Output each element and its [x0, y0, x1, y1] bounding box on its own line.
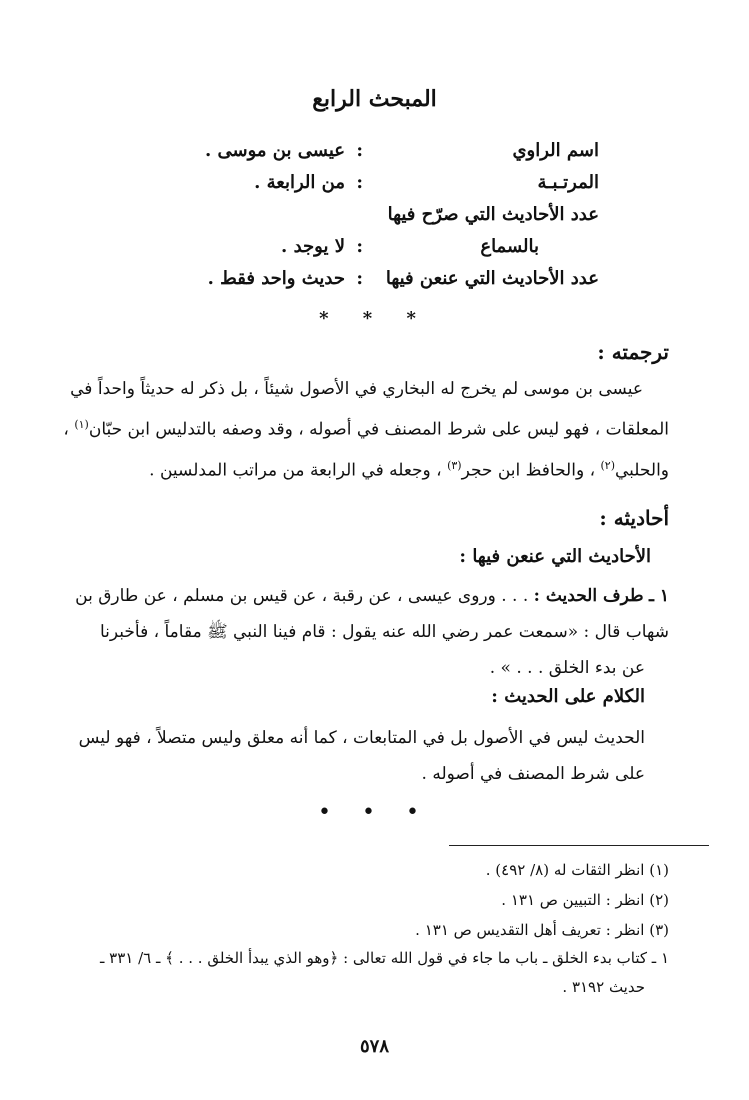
page-number: ٥٧٨	[359, 1036, 389, 1057]
narrator-value: عيسى بن موسى .	[204, 140, 345, 161]
biography-line-2-text: المعلقات ، فهو ليس على شرط المصنف في أصوله ، وقد وصفه بالتدليس ابن حبّان	[88, 419, 669, 440]
footnote-1: (١) انظر الثقات له (٨/ ٤٩٢) .	[485, 861, 669, 879]
heard-label-2: بالسماع	[480, 236, 539, 257]
biography-line-3-a: والحلبي	[614, 460, 669, 481]
rank-label: المرتـبـة	[537, 172, 599, 193]
hadith-line-2: شهاب قال : «سمعت عمر رضي الله عنه يقول : قام فينا النبي ﷺ مقاماً ، فأخبرنا	[99, 622, 669, 642]
hadiths-subheading: الأحاديث التي عنعن فيها :	[459, 546, 651, 567]
heard-value: لا يوجد .	[281, 236, 345, 257]
footnote-ref-2: (٢)	[600, 458, 615, 472]
dots-divider: • • •	[318, 800, 431, 825]
anana-label: عدد الأحاديث التي عنعن فيها	[385, 268, 599, 289]
footnote-4-cont: حديث ٣١٩٢ .	[562, 978, 645, 996]
kalam-title: الكلام على الحديث :	[491, 686, 645, 707]
footnotes	[49, 855, 669, 1002]
separator: :	[356, 172, 363, 193]
section-title: المبحث الرابع	[312, 86, 437, 112]
footnote-ref-3: (٣)	[447, 458, 462, 472]
footnote-rule	[449, 845, 709, 846]
hadith-number: ١ ـ	[648, 586, 669, 606]
footnote-2: (٢) انظر : التبيين ص ١٣١ .	[501, 891, 669, 909]
biography-line-3-c: ، وجعله في الرابعة من مراتب المدلسين .	[149, 460, 448, 481]
biography-text	[49, 372, 669, 488]
footnote-ref-1: (١)	[74, 418, 89, 431]
separator: :	[356, 268, 363, 289]
biography-line-3-b: ، والحافظ ابن حجر	[461, 460, 601, 481]
hadiths-heading: أحاديثه :	[599, 506, 669, 530]
biography-line-1: عيسى بن موسى لم يخرج له البخاري في الأصول شيئاً ، بل ذكر له حديثاً واحداً في	[70, 379, 643, 399]
separator: :	[356, 140, 363, 161]
kalam-line-2: على شرط المصنف في أصوله .	[421, 764, 645, 784]
hadith-line-1	[49, 578, 669, 614]
kalam-text	[45, 720, 645, 792]
biography-line-2	[49, 407, 669, 448]
heard-label-1: عدد الأحاديث التي صرّح فيها	[387, 204, 599, 225]
footnote-4: ١ ـ كتاب بدء الخلق ـ باب ما جاء في قول الله تعالى : ﴿وهو الذي يبدأ الخلق . . . ﴾ ـ ٦/ ٣٣١ ـ	[100, 949, 669, 967]
hadith-entry	[49, 578, 669, 686]
biography-line-2-end: ،	[63, 419, 75, 440]
biography-line-3	[49, 448, 669, 489]
tarf-label: طرف الحديث :	[533, 586, 644, 606]
kalam-line-1: الحديث ليس في الأصول بل في المتابعات ، كما أنه معلق وليس متصلاً ، فهو ليس	[78, 728, 645, 748]
narrator-label: اسم الراوي	[512, 140, 599, 161]
rank-value: من الرابعة .	[254, 172, 345, 193]
stars-divider: * * *	[319, 308, 430, 329]
separator: :	[356, 236, 363, 257]
hadith-line-3: عن بدء الخلق . . . » .	[489, 658, 645, 678]
anana-value: حديث واحد فقط .	[207, 268, 345, 289]
biography-heading: ترجمته :	[597, 340, 669, 364]
hadith-text-1: . . . وروى عيسى ، عن رقبة ، عن قيس بن مسلم ، عن طارق بن	[75, 586, 534, 606]
footnote-3: (٣) انظر : تعريف أهل التقديس ص ١٣١ .	[415, 921, 669, 939]
